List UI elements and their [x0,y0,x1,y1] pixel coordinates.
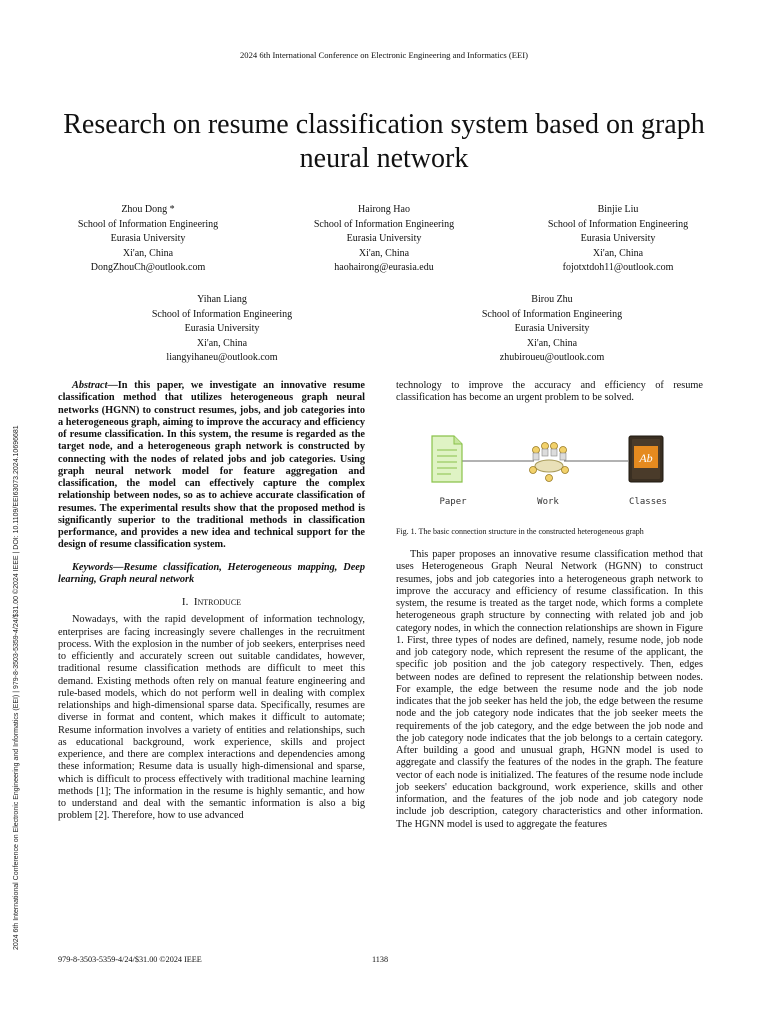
author-dept: School of Information Engineering [151,308,293,320]
author-block [528,203,708,276]
author-univ: Eurasia University [110,233,186,245]
figure-caption: Fig. 1. The basic connection structure in the constructed heterogeneous graph [396,527,644,536]
right-column-body [396,549,703,831]
author-dept: School of Information Engineering [313,218,455,230]
author-email[interactable]: fojotxtdoh11@outlook.com [562,262,674,274]
section-title: Introduce [193,596,242,608]
author-block [58,203,238,276]
author-city: Xi'an, China [526,337,578,349]
side-doi-note: 2024 6th International Conference on Electronic Engineering and Informatics (EEI) | 979-8-3503-5359-4/24/$31.00 ©2024 IEEE | DOI: 10.1109/EEI63073.2024.10696681 [13,425,20,950]
figure-1-graphic [396,428,703,516]
footer-isbn: 979-8-3503-5359-4/24/$31.00 ©2024 IEEE [58,955,202,964]
section-number: I. [181,596,189,608]
continued-paragraph: technology to improve the accuracy and efficiency of resume classification has become an urgent problem to be solved. [396,380,703,404]
author-name: Binjie Liu [597,204,639,215]
author-city: Xi'an, China [196,337,248,349]
author-name: Zhou Dong * [121,204,175,215]
author-univ: Eurasia University [346,233,422,245]
paper-icon [432,436,462,482]
paper-title: Research on resume classification system based on graph neural network [63,109,705,174]
author-city: Xi'an, China [592,247,644,259]
author-name: Hairong Hao [358,204,410,215]
abstract-label: Abstract [72,380,108,391]
right-column-top [396,380,703,405]
figure-label-paper: Paper [439,497,467,507]
abstract [58,380,365,552]
author-univ: Eurasia University [580,233,656,245]
author-univ: Eurasia University [514,323,590,335]
author-city: Xi'an, China [122,247,174,259]
keywords [58,562,365,587]
abstract-text: —In this paper, we investigate an innovative resume classification method that utilizes heterogeneous graph neural networks (HGNN) to construct resumes, jobs, and job categories into a heterogeneous graph, aiming to improve the accuracy and efficiency of resume classification. In this system, the resume is regarded as the target node, and a heterogeneous graph network is constructed by connecting with the nodes of related jobs and job categories. Using graph neural network model for feature aggregation and classification, the model can effectively capture the complex relationship between nodes, so as to achieve accurate classification of resumes. The experimental results show that the proposed method is significantly superior to the traditional methods in classification performance, and provides a new idea and technical support for the design of resume classification system. [58,380,365,551]
left-column [58,380,365,823]
author-name: Birou Zhu [531,294,573,305]
author-email[interactable]: zhubiroueu@outlook.com [499,352,605,364]
author-name: Yihan Liang [197,294,247,305]
section-heading [58,596,365,608]
keywords-text: —Resume classification, Heterogeneous mapping, Deep learning, Graph neural network [58,561,365,585]
author-email[interactable]: liangyihaneu@outlook.com [166,352,278,364]
author-email[interactable]: haohairong@eurasia.edu [334,262,434,274]
keywords-label: Keywords [72,561,114,573]
author-block [294,203,474,276]
method-paragraph: This paper proposes an innovative resume classification method that uses Heterogeneous Graph Neural Network (HGNN) to construct resumes, jobs and job categories into a heterogeneous graph network to improve the accuracy and efficiency of resume classification. In this system, the resume is treated as the target node, which forms a complete heterogeneous graph structure by connecting with related job and job category nodes, in which the connection relationships are shown in Figure 1. First, three types of nodes are defined, namely, resume node, job node and job category node, which represent the resume of the applicant, the specific job position and the job category respectively. Then, edges between nodes are defined to represent the relationship between nodes. For example, the edge between the resume node and the job node indicates that the job seeker has held the job, the edge between the resume node and the job category node indicates that the job seeker meets the requirements of the job category, and the edge between the job node and the job category node indicates that the job belongs to a certain category. After building a good and unusual graph, HGNN model is used to aggregate and classify the features of the nodes in the graph. The feature vector of each node is initialized. The features of the resume node include job seekers' education background, work experience, skills and other information, and the features of the job node and job category node include job description, category characteristics and other information. The HGNN model is used to aggregate the features [396,549,703,830]
author-univ: Eurasia University [184,323,260,335]
intro-paragraph: Nowadays, with the rapid development of information technology, enterprises are facing increasingly severe challenges in the recruitment process. With the explosion in the number of job seekers, enterprises need to efficiently and accurately screen out suitable candidates, however, traditional resume classification methods are difficult to meet this demand. Existing methods often rely on manual feature engineering and rule-based models, which do not perform well in dealing with complex relationships and high-dimensional sparse data. Specifically, resumes are diverse in format and content, which makes it difficult to automate; Resume information involves a variety of entities and relationships, such as educational background, work experience, skills and project experience, and there are complex interactions and dependencies among these information; Resume data is usually high-dimensional and sparse, which is difficult to process effectively with traditional machine learning methods [1]; The information in the resume is highly semantic, and how to understand and deal with the semantic information is also a big problem [2]. Therefore, how to use advanced [58,614,365,822]
meeting-icon [530,443,569,482]
author-block [132,293,312,366]
classes-icon-text: Ab [639,451,653,465]
author-city: Xi'an, China [358,247,410,259]
author-email[interactable]: DongZhouCh@outlook.com [90,262,206,274]
author-dept: School of Information Engineering [77,218,219,230]
author-dept: School of Information Engineering [481,308,623,320]
figure-1 [396,428,703,516]
author-dept: School of Information Engineering [547,218,689,230]
conference-header: 2024 6th International Conference on Electronic Engineering and Informatics (EEI) [239,50,529,60]
figure-label-work: Work [537,497,559,507]
page-number: 1138 [372,955,389,964]
author-block [462,293,642,366]
figure-label-classes: Classes [629,497,667,507]
